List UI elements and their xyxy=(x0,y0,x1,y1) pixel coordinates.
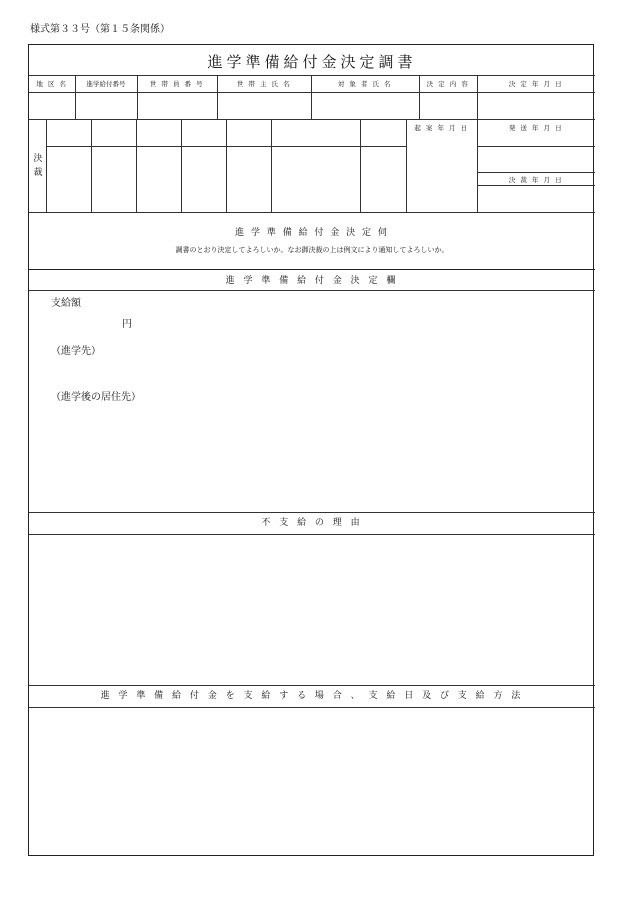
form-title: 進学準備給付金決定調書 xyxy=(207,53,417,71)
divider xyxy=(29,685,595,686)
header-head-of-household: 世 帯 主 氏 名 xyxy=(236,80,292,88)
divider xyxy=(477,185,595,186)
divider xyxy=(29,534,595,535)
divider xyxy=(29,119,595,120)
approval-label: 決 裁 xyxy=(33,154,43,178)
inquiry-title: 進 学 準 備 給 付 金 決 定 伺 xyxy=(235,228,389,238)
divider xyxy=(29,707,595,708)
divider xyxy=(360,119,361,212)
form-number: 様式第３３号（第１５条関係） xyxy=(30,24,170,35)
divider xyxy=(29,212,595,213)
header-benefit-no: 進学給付番号 xyxy=(86,80,126,88)
divider xyxy=(91,119,92,212)
send-date-label: 発 送 年 月 日 xyxy=(508,124,564,132)
divider xyxy=(271,119,272,212)
divider xyxy=(406,119,407,212)
decision-section-title: 進 学 準 備 給 付 金 決 定 欄 xyxy=(225,276,399,286)
divider xyxy=(477,119,478,212)
divider xyxy=(29,75,595,76)
residence-label: （進学後の居住先） xyxy=(51,392,141,403)
form-frame xyxy=(28,44,594,856)
divider xyxy=(29,290,595,291)
divider xyxy=(29,269,595,270)
divider xyxy=(29,512,595,513)
header-decision-content: 決 定 内 容 xyxy=(426,80,470,88)
inquiry-text: 調書のとおり決定してよろしいか。なお御決裁の上は例文により通知してよろしいか。 xyxy=(175,246,449,254)
approval-date-label: 決 裁 年 月 日 xyxy=(508,176,564,184)
divider xyxy=(477,172,595,173)
header-recipient-name: 対 象 者 氏 名 xyxy=(337,80,393,88)
yen-label: 円 xyxy=(122,319,132,330)
divider xyxy=(29,92,595,93)
amount-label: 支給額 xyxy=(51,298,81,309)
draft-date-label: 起 案 年 月 日 xyxy=(414,124,469,132)
divider xyxy=(136,119,137,212)
divider xyxy=(226,119,227,212)
payment-method-title: 進 学 準 備 給 付 金 を 支 給 す る 場 合 、 支 給 日 及 び 支 給 方 法 xyxy=(100,691,524,701)
school-label: （進学先） xyxy=(51,346,101,357)
header-district: 地 区 名 xyxy=(36,80,68,88)
divider xyxy=(477,146,595,147)
header-decision-date: 決 定 年 月 日 xyxy=(508,80,564,88)
non-payment-title: 不 支 給 の 理 由 xyxy=(261,518,363,528)
divider xyxy=(46,119,47,212)
header-household-member-no: 世 帯 員 番 号 xyxy=(149,80,205,88)
divider xyxy=(181,119,182,212)
